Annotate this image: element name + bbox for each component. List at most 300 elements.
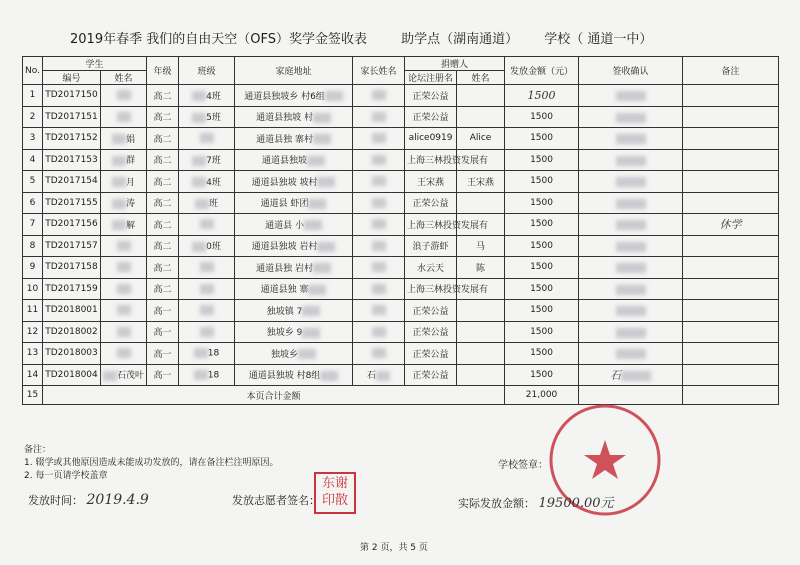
cell-amount-text: 1500 — [530, 219, 553, 230]
cell-class — [179, 85, 235, 107]
cell-class — [179, 149, 235, 171]
cell-no — [23, 85, 43, 107]
cell-remark — [683, 343, 779, 365]
redaction-mark — [117, 348, 131, 358]
volunteer-label: 发放志愿者签名： — [232, 494, 320, 507]
cell-parent — [353, 85, 405, 107]
cell-name-text: 石茂叶 — [117, 371, 145, 382]
cell-class — [179, 214, 235, 236]
cell-dname — [457, 300, 505, 322]
cell-parent — [353, 214, 405, 236]
cell-no — [23, 321, 43, 343]
redaction-mark — [616, 134, 646, 144]
cell-parent — [353, 128, 405, 150]
cell-amount — [505, 300, 579, 322]
cell-remark — [683, 106, 779, 128]
cell-class — [179, 364, 235, 386]
cell-grade-text: 高二 — [153, 285, 172, 296]
cell-sign — [579, 106, 683, 128]
redaction-mark — [372, 198, 386, 208]
cell-no-text: 10 — [26, 283, 39, 294]
cell-id — [43, 85, 101, 107]
cell-dname — [457, 128, 505, 150]
cell-id — [43, 214, 101, 236]
redaction-mark — [200, 327, 214, 337]
cell-id — [43, 278, 101, 300]
cell-no — [23, 257, 43, 279]
cell-amount — [505, 278, 579, 300]
school-name: 学校（ 通道一中） — [544, 32, 653, 47]
cell-grade-text: 高二 — [153, 177, 172, 188]
cell-remark — [683, 257, 779, 279]
cell-no — [23, 278, 43, 300]
redaction-mark — [621, 371, 651, 381]
cell-remark-text: 休学 — [719, 218, 742, 232]
cell-sign — [579, 171, 683, 193]
table-row — [23, 128, 779, 150]
redaction-mark — [616, 177, 646, 187]
cell-dname-text: 陈 — [476, 263, 486, 274]
cell-no — [23, 235, 43, 257]
cell-id-text: TD2017151 — [45, 111, 98, 122]
redaction-mark — [200, 219, 214, 229]
cell-remark — [683, 235, 779, 257]
total-row — [23, 386, 779, 405]
cell-no-text: 2 — [29, 111, 36, 122]
cell-name — [101, 214, 147, 236]
total-label: 本页合计金额 — [43, 386, 505, 405]
cell-address-text: 通道县 小 — [265, 220, 304, 231]
notes-heading: 备注： — [24, 445, 52, 455]
cell-dname — [457, 235, 505, 257]
cell-forum-text: 正荣公益 — [412, 199, 449, 210]
cell-amount-text: 1500 — [530, 240, 553, 251]
redaction-mark — [616, 242, 646, 252]
cell-id-text: TD2017155 — [45, 197, 98, 208]
cell-forum-text: 水云天 — [417, 263, 445, 274]
table-row — [23, 300, 779, 322]
cell-amount — [505, 149, 579, 171]
cell-amount-text: 1500 — [530, 154, 553, 165]
redaction-mark — [372, 262, 386, 272]
cell-remark — [683, 214, 779, 236]
cell-forum — [405, 192, 457, 214]
cell-grade — [147, 149, 179, 171]
col-remark: 备注 — [683, 57, 779, 85]
redaction-mark — [308, 199, 326, 209]
table-body — [23, 85, 779, 386]
cell-address — [235, 128, 353, 150]
cell-address-text: 独坡镇 7 — [266, 306, 303, 317]
cell-no-text: 5 — [29, 176, 36, 187]
cell-grade — [147, 85, 179, 107]
cell-sign — [579, 192, 683, 214]
cell-grade-text: 高二 — [153, 199, 172, 210]
redaction-mark — [372, 155, 386, 165]
cell-class — [179, 128, 235, 150]
cell-grade-text: 高二 — [153, 134, 172, 145]
cell-id-text: TD2017158 — [45, 262, 98, 273]
cell-address — [235, 192, 353, 214]
cell-address — [235, 106, 353, 128]
cell-address — [235, 214, 353, 236]
col-student-id: 编号 — [43, 71, 101, 85]
cell-address-text: 通道县独坡 坡村 — [251, 177, 318, 188]
cell-name — [101, 278, 147, 300]
cell-class-text: 4班 — [206, 91, 221, 102]
table-row — [23, 149, 779, 171]
redaction-mark — [372, 305, 386, 315]
cell-id — [43, 257, 101, 279]
cell-forum — [405, 300, 457, 322]
redaction-mark — [304, 220, 322, 230]
cell-id — [43, 364, 101, 386]
note-1: 1. 辍学或其他原因造成未能成功发放的，请在备注栏注明原因。 — [24, 458, 279, 468]
cell-forum — [405, 257, 457, 279]
col-donor-forum-id: 论坛注册名 — [405, 71, 457, 85]
cell-parent — [353, 278, 405, 300]
redaction-mark — [112, 156, 126, 166]
cell-no-text: 3 — [29, 133, 36, 144]
redaction-mark — [192, 91, 206, 101]
redaction-mark — [616, 220, 646, 230]
redaction-mark — [192, 113, 206, 123]
cell-name — [101, 321, 147, 343]
cell-remark — [683, 364, 779, 386]
redaction-mark — [372, 133, 386, 143]
cell-amount-text: 1500 — [530, 283, 553, 294]
redaction-mark — [112, 199, 126, 209]
cell-id — [43, 192, 101, 214]
table-row — [23, 321, 779, 343]
cell-grade — [147, 364, 179, 386]
redaction-mark — [117, 262, 131, 272]
cell-forum — [405, 321, 457, 343]
redaction-mark — [317, 177, 335, 187]
cell-remark — [683, 300, 779, 322]
cell-id-text: TD2017154 — [45, 176, 98, 187]
redaction-mark — [313, 263, 331, 273]
actual-amount-label: 实际发放金额： — [458, 497, 535, 510]
cell-remark — [683, 128, 779, 150]
cell-parent — [353, 235, 405, 257]
cell-sign — [579, 278, 683, 300]
cell-dname — [457, 364, 505, 386]
redaction-mark — [302, 328, 320, 338]
cell-name-text: 群 — [126, 156, 136, 167]
redaction-mark — [372, 348, 386, 358]
table-row — [23, 364, 779, 386]
redaction-mark — [372, 90, 386, 100]
cell-no — [23, 171, 43, 193]
cell-forum-text: 正荣公益 — [412, 306, 449, 317]
cell-sign — [579, 300, 683, 322]
cell-parent — [353, 364, 405, 386]
cell-grade-text: 高二 — [153, 263, 172, 274]
redaction-mark — [376, 371, 390, 381]
cell-name — [101, 364, 147, 386]
redaction-mark — [117, 327, 131, 337]
total-no: 15 — [23, 386, 43, 405]
col-grade: 年级 — [147, 57, 179, 85]
cell-name — [101, 149, 147, 171]
redaction-mark — [616, 328, 646, 338]
cell-dname — [457, 343, 505, 365]
cell-no-text: 6 — [29, 197, 36, 208]
cell-name-text: 涛 — [126, 199, 136, 210]
school-stamp-label: 学校签章： — [498, 460, 548, 471]
redaction-mark — [372, 284, 386, 294]
cell-forum — [405, 106, 457, 128]
cell-grade-text: 高二 — [153, 156, 172, 167]
cell-address-text: 通道县独 寨 — [260, 285, 309, 296]
redaction-mark — [372, 241, 386, 251]
cell-no-text: 14 — [26, 369, 39, 380]
cell-id-text: TD2018001 — [45, 305, 98, 316]
cell-grade — [147, 257, 179, 279]
cell-dname-text: 王宋燕 — [467, 177, 495, 188]
cell-name-text: 月 — [126, 177, 136, 188]
volunteer-seal: 东谢印散 — [314, 472, 356, 514]
cell-address — [235, 321, 353, 343]
cell-no-text: 12 — [26, 326, 39, 337]
cell-name-text: 解 — [126, 220, 136, 231]
cell-dname — [457, 171, 505, 193]
col-donor: 捐赠人 — [405, 57, 505, 71]
cell-dname-text: Alice — [469, 133, 492, 144]
table-row — [23, 343, 779, 365]
cell-id-text: TD2017150 — [45, 90, 98, 101]
redaction-mark — [117, 90, 131, 100]
col-donor-name: 姓名 — [457, 71, 505, 85]
redaction-mark — [313, 113, 331, 123]
redaction-mark — [320, 371, 338, 381]
cell-forum-text: 上海三林投资发展有 — [407, 285, 489, 296]
cell-address-text: 通道县 虾团 — [260, 199, 309, 210]
cell-forum-text: 正荣公益 — [412, 371, 449, 382]
cell-grade — [147, 192, 179, 214]
cell-grade-text: 高一 — [153, 349, 172, 360]
cell-no-text: 11 — [26, 305, 39, 316]
cell-remark — [683, 149, 779, 171]
cell-no — [23, 128, 43, 150]
cell-id-text: TD2018004 — [45, 369, 98, 380]
cell-no — [23, 214, 43, 236]
redaction-mark — [192, 242, 206, 252]
cell-sign — [579, 214, 683, 236]
redaction-mark — [200, 262, 214, 272]
col-student-name: 姓名 — [101, 71, 147, 85]
cell-class-text: 18 — [207, 370, 220, 380]
form-title — [70, 28, 652, 47]
total-amount: 21,000 — [505, 386, 579, 405]
cell-class — [179, 321, 235, 343]
table-row — [23, 214, 779, 236]
cell-id — [43, 235, 101, 257]
cell-no — [23, 343, 43, 365]
cell-no — [23, 364, 43, 386]
cell-amount-text: 1500 — [527, 88, 556, 102]
redaction-mark — [192, 177, 206, 187]
form-title-text: 2019年春季 我们的自由天空（OFS）奖学金签收表 — [70, 32, 367, 47]
cell-parent — [353, 171, 405, 193]
cell-id — [43, 343, 101, 365]
cell-dname — [457, 321, 505, 343]
cell-parent — [353, 300, 405, 322]
cell-id-text: TD2017159 — [45, 283, 98, 294]
cell-sign — [579, 85, 683, 107]
cell-grade-text: 高一 — [153, 306, 172, 317]
cell-address-text: 通道县独坡 村 — [256, 113, 313, 124]
cell-dname — [457, 85, 505, 107]
redaction-mark — [112, 134, 126, 144]
redaction-mark — [307, 156, 325, 166]
cell-remark — [683, 85, 779, 107]
redaction-mark — [616, 285, 646, 295]
cell-grade — [147, 278, 179, 300]
cell-name — [101, 343, 147, 365]
cell-amount — [505, 364, 579, 386]
cell-amount — [505, 257, 579, 279]
cell-class-text: 18 — [207, 348, 220, 359]
cell-name — [101, 106, 147, 128]
aid-point: 助学点（湖南通道） — [401, 32, 519, 47]
cell-id-text: TD2018003 — [45, 348, 98, 359]
cell-class — [179, 235, 235, 257]
redaction-mark — [616, 306, 646, 316]
cell-class-text: 5班 — [206, 113, 221, 124]
cell-grade — [147, 321, 179, 343]
cell-name — [101, 235, 147, 257]
cell-amount — [505, 235, 579, 257]
table-row — [23, 257, 779, 279]
redaction-mark — [325, 91, 343, 101]
cell-grade-text: 高二 — [153, 220, 172, 231]
cell-remark — [683, 321, 779, 343]
redaction-mark — [192, 156, 206, 166]
cell-address-text: 通道县独 寨村 — [256, 134, 313, 145]
cell-forum-text: 上海三林投资发展有 — [407, 156, 489, 167]
notes-block — [24, 444, 278, 483]
cell-parent — [353, 149, 405, 171]
cell-forum — [405, 128, 457, 150]
redaction-mark — [317, 242, 335, 252]
cell-address — [235, 300, 353, 322]
cell-class — [179, 192, 235, 214]
table-row — [23, 235, 779, 257]
cell-forum — [405, 149, 489, 171]
cell-no-text: 9 — [29, 262, 36, 273]
cell-grade-text: 高二 — [153, 242, 172, 253]
cell-no-text: 8 — [29, 240, 36, 251]
cell-forum — [405, 278, 489, 300]
col-parent: 家长姓名 — [353, 57, 405, 85]
date-value: 2019.4.9 — [86, 492, 149, 508]
cell-address-text: 通道县独坡 岩村 — [251, 242, 318, 253]
redaction-mark — [195, 199, 209, 209]
redaction-mark — [194, 348, 208, 358]
col-no: No. — [23, 57, 43, 85]
redaction-mark — [616, 263, 646, 273]
redaction-mark — [372, 112, 386, 122]
cell-amount — [505, 85, 579, 107]
cell-sign — [579, 235, 683, 257]
cell-id — [43, 149, 101, 171]
cell-name-text: 娟 — [126, 134, 136, 145]
cell-address-text: 独坡乡 — [271, 349, 299, 360]
cell-forum-text: 王宋燕 — [417, 177, 445, 188]
cell-amount-text: 1500 — [530, 305, 553, 316]
cell-address — [235, 235, 353, 257]
cell-class — [179, 106, 235, 128]
cell-id-text: TD2017152 — [45, 133, 98, 144]
cell-grade — [147, 343, 179, 365]
redaction-mark — [372, 176, 386, 186]
redaction-mark — [313, 134, 331, 144]
cell-name — [101, 85, 147, 107]
redaction-mark — [117, 241, 131, 251]
cell-no — [23, 300, 43, 322]
cell-amount — [505, 171, 579, 193]
cell-forum-text: 正荣公益 — [412, 91, 449, 102]
redaction-mark — [302, 306, 320, 316]
cell-no — [23, 106, 43, 128]
redaction-mark — [616, 349, 646, 359]
cell-parent-text: 石 — [367, 371, 377, 382]
cell-no-text: 7 — [29, 219, 36, 230]
redaction-mark — [616, 199, 646, 209]
cell-amount-text: 1500 — [530, 197, 553, 208]
redaction-mark — [298, 349, 316, 359]
cell-class-text: 7班 — [206, 156, 221, 167]
cell-id-text: TD2018002 — [45, 326, 98, 337]
cell-grade — [147, 106, 179, 128]
cell-grade — [147, 235, 179, 257]
date-label: 发放时间： — [28, 494, 83, 507]
cell-forum — [405, 171, 457, 193]
cell-forum — [405, 85, 457, 107]
cell-sign — [579, 364, 683, 386]
cell-amount-text: 1500 — [530, 262, 553, 273]
cell-name — [101, 128, 147, 150]
cell-address-text: 通道县独坡乡 村6组 — [244, 91, 325, 102]
redaction-mark — [616, 113, 646, 123]
cell-forum-text: 正荣公益 — [412, 349, 449, 360]
cell-forum-text: 正荣公益 — [412, 328, 449, 339]
col-class: 班级 — [179, 57, 235, 85]
cell-id-text: TD2017156 — [45, 219, 98, 230]
cell-dname — [457, 192, 505, 214]
cell-sign — [579, 321, 683, 343]
cell-amount — [505, 214, 579, 236]
table-row — [23, 171, 779, 193]
cell-forum — [405, 364, 457, 386]
cell-address-text: 独坡乡 9 — [266, 328, 303, 339]
cell-address-text: 通道县独 岩村 — [256, 263, 313, 274]
actual-amount-block — [458, 492, 614, 511]
redaction-mark — [117, 112, 131, 122]
cell-address — [235, 85, 353, 107]
table-row — [23, 106, 779, 128]
redaction-mark — [117, 284, 131, 294]
note-2: 2. 每一页请学校盖章 — [24, 471, 108, 481]
cell-id — [43, 300, 101, 322]
table-row — [23, 192, 779, 214]
cell-amount-text: 1500 — [530, 176, 553, 187]
header-row-1 — [23, 57, 779, 71]
cell-address-text: 通道县独坡 — [262, 156, 308, 167]
cell-sign — [579, 343, 683, 365]
